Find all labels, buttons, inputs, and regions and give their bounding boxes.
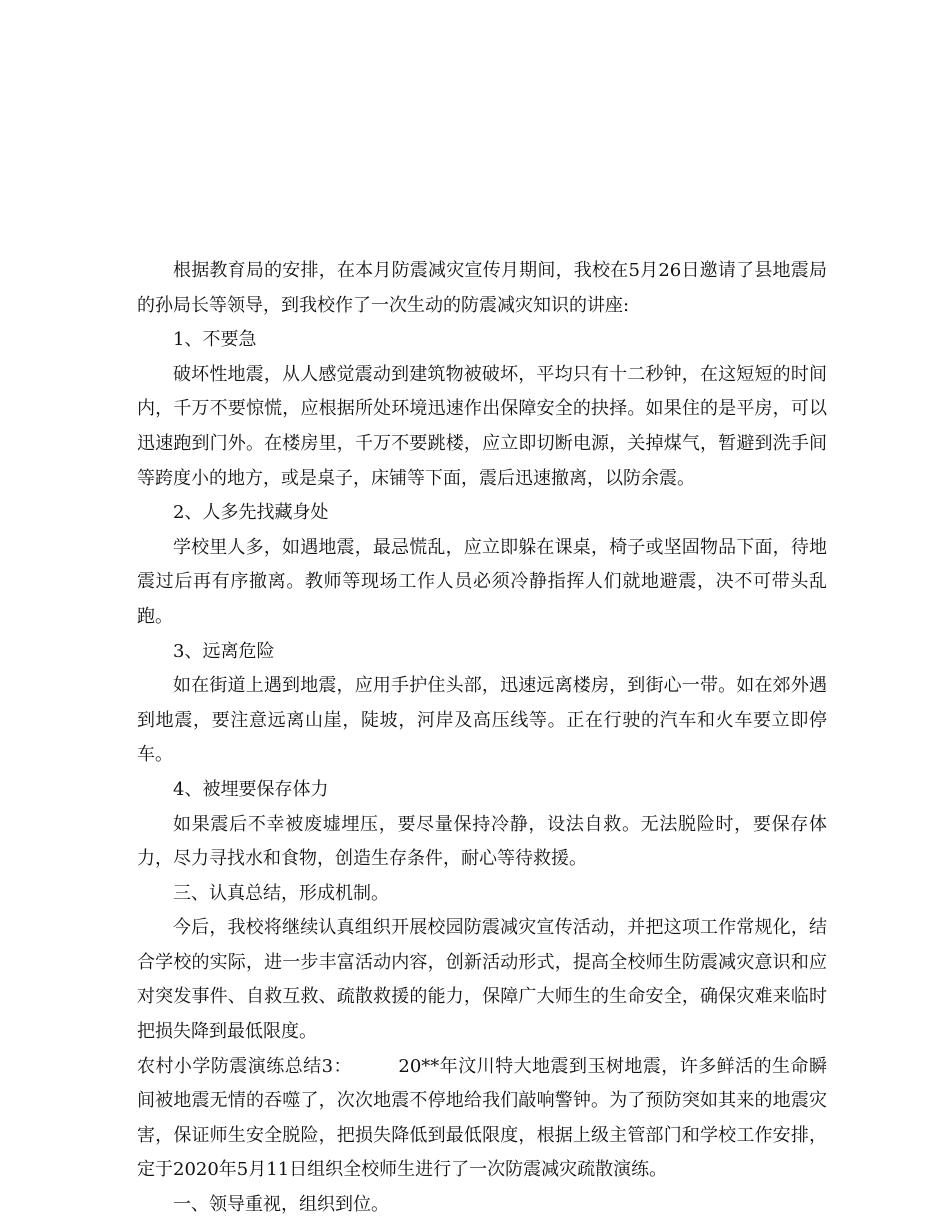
section-heading-three: 三、认真总结，形成机制。	[173, 882, 389, 904]
paragraph-item-1: 破坏性地震，从人感觉震动到建筑物被破坏，平均只有十二秒钟，在这短短的时间内，千万不要惊慌，应根据所处环境迅速作出保障安全的抉择。如果住的是平房，可以迅速跑到门外。在楼房里，千万不要跳楼，应立即切断电源，关掉煤气，暂避到洗手间等跨度小的地方，或是桌子，床铺等下面，震后迅速撤离，以防余震。	[137, 363, 827, 489]
paragraph-item-3: 如在街道上遇到地震，应用手护住头部，迅速远离楼房，到街心一带。如在郊外遇到地震，要注意远离山崖，陡坡，河岸及高压线等。正在行驶的汽车和火车要立即停车。	[137, 675, 827, 766]
document-body	[137, 254, 827, 1223]
paragraph-item-4: 如果震后不幸被废墟埋压，要尽量保持冷静，设法自救。无法脱险时，要保存体力，尽力寻找水和食物，创造生存条件，耐心等待救援。	[137, 813, 827, 870]
paragraph-future-plan: 今后，我校将继续认真组织开展校园防震减灾宣传活动，并把这项工作常规化，结合学校的实际，进一步丰富活动内容，创新活动形式，提高全校师生防震减灾意识和应对突发事件、自救互救、疏散救援的能力，保障广大师生的生命安全，确保灾难来临时把损失降到最低限度。	[137, 917, 827, 1043]
paragraph-summary-3: 农村小学防震演练总结3： 20**年汶川特大地震到玉树地震，许多鲜活的生命瞬间被地震无情的吞噬了，次次地震不停地给我们敲响警钟。为了预防突如其来的地震灾害，保证师生安全脱险，把损失降低到最低限度，根据上级主管部门和学校工作安排，定于2020年5月11日组织全校师生进行了一次防震减灾疏散演练。	[137, 1055, 827, 1181]
heading-item-3: 3、远离危险	[173, 640, 275, 662]
heading-item-4: 4、被埋要保存体力	[173, 778, 329, 800]
paragraph-item-2: 学校里人多，如遇地震，最忌慌乱，应立即躲在课桌，椅子或坚固物品下面，待地震过后再有序撤离。教师等现场工作人员必须冷静指挥人们就地避震，决不可带头乱跑。	[137, 536, 827, 627]
section-heading-one: 一、领导重视，组织到位。	[173, 1194, 389, 1216]
paragraph-intro: 根据教育局的安排，在本月防震减灾宣传月期间，我校在5月26日邀请了县地震局的孙局长等领导，到我校作了一次生动的防震减灾知识的讲座:	[137, 260, 827, 316]
heading-item-2: 2、人多先找藏身处	[173, 502, 329, 524]
heading-item-1: 1、不要急	[173, 329, 257, 351]
